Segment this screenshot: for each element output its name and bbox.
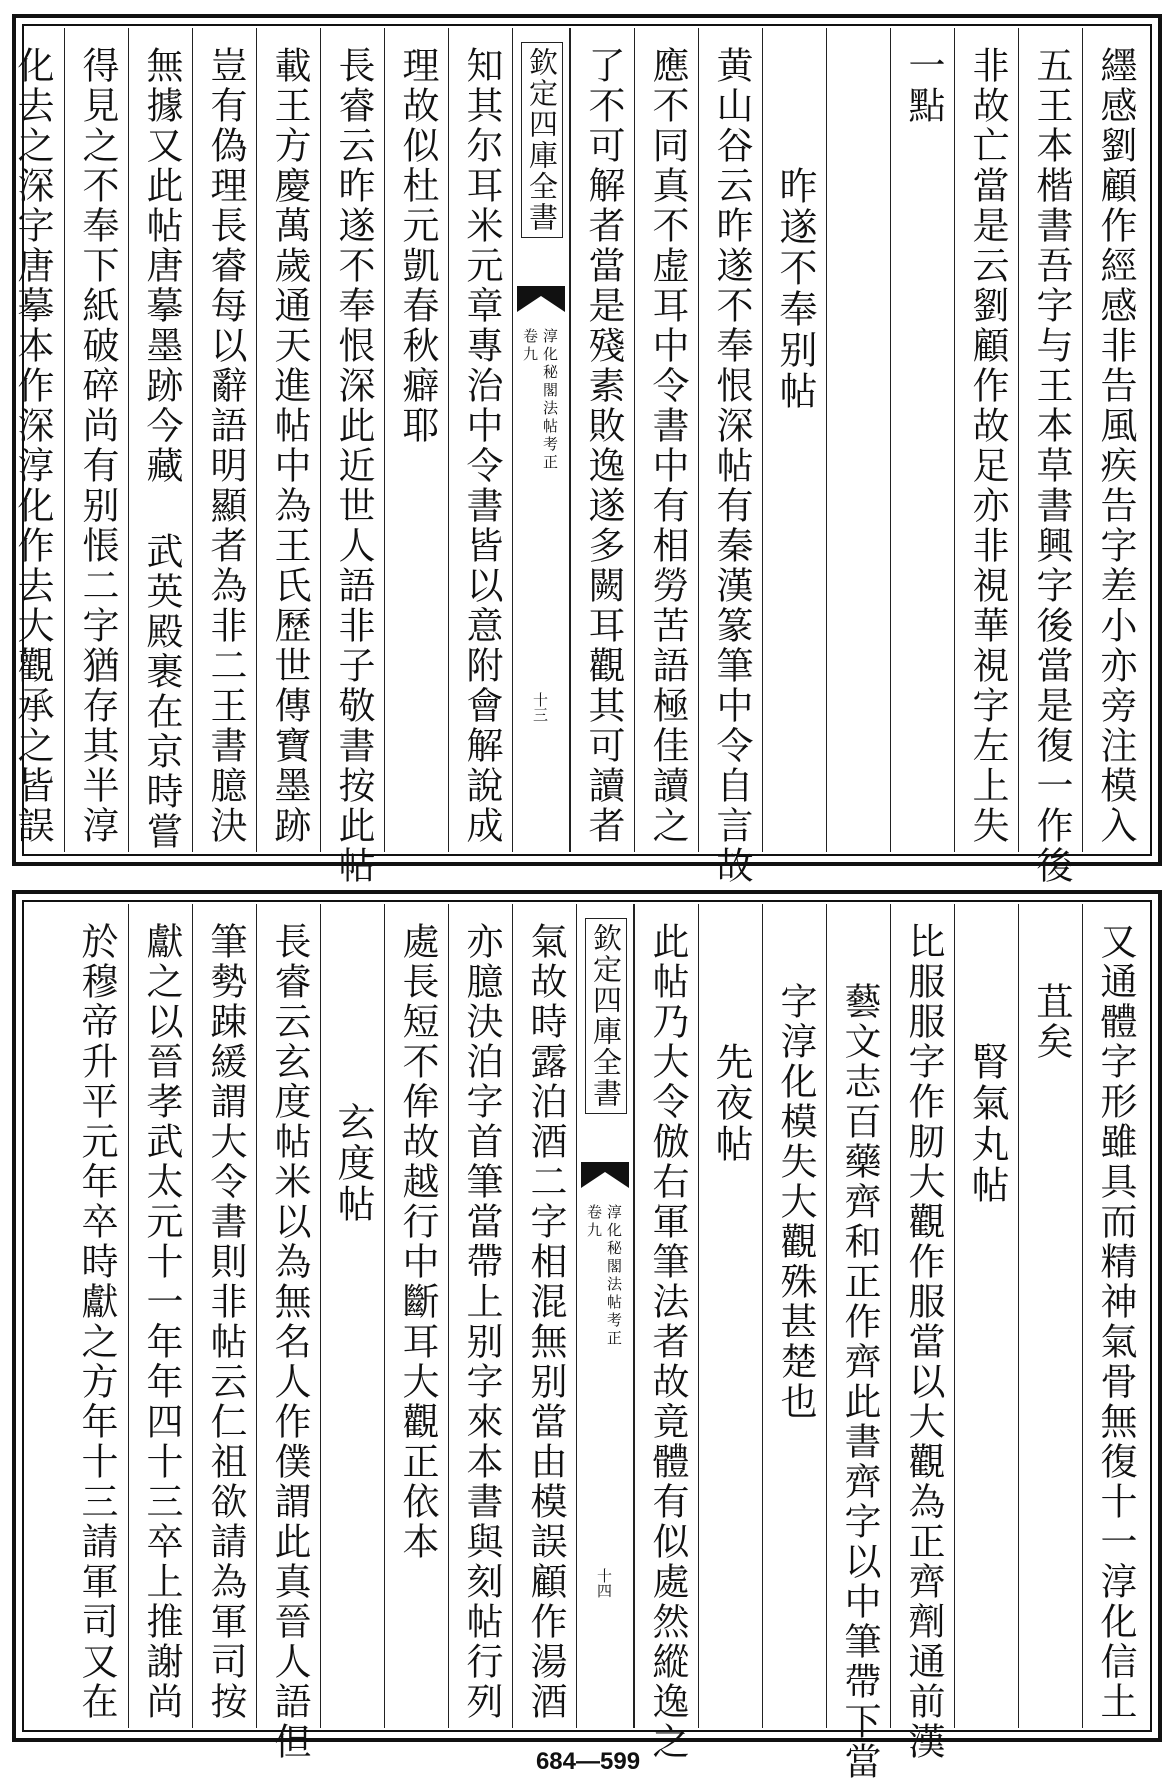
- text-column: [954, 28, 1018, 852]
- text-column: [1082, 28, 1146, 852]
- gutter-volume: 卷九: [521, 328, 539, 364]
- column-text: 無據又此帖唐摹墨跡今藏 武英殿裹在京時嘗: [140, 46, 183, 852]
- text-column: [634, 904, 698, 1762]
- text-column: [128, 28, 192, 852]
- text-column: [762, 28, 826, 852]
- text-column: [826, 904, 890, 1782]
- column-text: 處長短不侔故越行中斷耳大觀正依本: [396, 922, 439, 1562]
- column-text: 於穆帝升平元年卒時獻之方年十三請軍司又在: [75, 922, 118, 1722]
- column-text: 黄山谷云昨遂不奉恨深帖有秦漢篆筆中令自言故: [710, 46, 753, 886]
- column-text: 一點: [902, 46, 945, 126]
- text-column: [1082, 904, 1146, 1728]
- column-text: 知其尔耳米元章專治中令書皆以意附會解說成: [460, 46, 503, 846]
- gutter-page-number: 十四: [595, 1568, 613, 1598]
- text-column: [192, 904, 256, 1728]
- gutter-book-title: 淳化秘閣法帖考正: [541, 328, 559, 472]
- section-title: 先夜帖: [709, 1042, 753, 1165]
- column-text: 亦臆決泊字首筆當帶上别字來本書與刻帖行列: [460, 922, 503, 1722]
- column-text: 藝文志百藥齊和正作齊此書齊字以中筆帶下當: [838, 982, 881, 1782]
- column-text: 氣故時露泊酒二字相混無别當由模誤顧作湯酒: [524, 922, 567, 1722]
- center-gutter: [512, 28, 570, 852]
- column-text: 應不同真不虚耳中令書中有相勞苦語極佳讀之: [646, 46, 689, 846]
- text-column: [954, 904, 1018, 1728]
- column-text: 非故亡當是云劉顧作故足亦非視華視字左上失: [966, 46, 1009, 846]
- gutter-header: 欽定四庫全書: [521, 42, 563, 238]
- section-title: 腎氣丸帖: [965, 1042, 1009, 1206]
- column-text: 長睿云玄度帖米以為無名人作僕謂此真晉人語但: [268, 922, 311, 1762]
- gutter-header: 欽定四庫全書: [585, 918, 627, 1114]
- column-text: 得見之不奉下紙破碎尚有别悵二字猶存其半淳: [76, 46, 119, 846]
- text-column: [0, 28, 64, 852]
- column-text: 纆感劉顧作經感非告風疾告字差小亦旁注模入: [1094, 46, 1137, 846]
- center-gutter: [576, 904, 634, 1728]
- text-column: [570, 28, 634, 852]
- text-column: [634, 28, 698, 852]
- top-page: [11, 14, 1162, 886]
- text-column: [890, 28, 954, 852]
- text-column: [826, 28, 890, 852]
- column-text: 化去之深字唐摹本作深淳化作去大觀承之皆誤: [11, 46, 54, 846]
- column-text: 字淳化模失大觀殊甚楚也: [774, 982, 817, 1422]
- column-text: 理故似杜元凱春秋癖耶: [396, 46, 439, 446]
- text-column: [512, 904, 576, 1728]
- text-column: [762, 904, 826, 1728]
- text-column: [320, 28, 384, 886]
- text-column: [384, 904, 448, 1728]
- gutter-volume: 卷九: [585, 1204, 603, 1240]
- fishtail-mark-icon: [517, 286, 565, 312]
- top-page-columns: [11, 28, 1146, 886]
- text-column: [256, 28, 320, 852]
- text-column: [448, 904, 512, 1728]
- column-text: 長睿云昨遂不奉恨深此近世人語非子敬書按此帖: [332, 46, 375, 886]
- column-text: 此帖乃大令倣右軍筆法者故竟體有似處然縱逸之: [646, 922, 689, 1762]
- text-column: [698, 904, 762, 1728]
- text-column: [698, 28, 762, 886]
- gutter-page-number: 十三: [531, 692, 549, 722]
- text-column: [1018, 904, 1082, 1728]
- column-text: 筆勢踈緩謂大令書則非帖云仁祖欲請為軍司按: [204, 922, 247, 1722]
- folio-number: 684—599: [535, 1748, 641, 1775]
- fishtail-mark-icon: [581, 1162, 629, 1188]
- text-column: [890, 904, 954, 1762]
- column-text: 五王本楷書吾字与王本草書興字後當是復一作後: [1030, 46, 1073, 886]
- column-text: 載王方慶萬歲通天進帖中為王氏歷世傳寶墨跡: [268, 46, 311, 846]
- text-column: [64, 28, 128, 852]
- column-text: 比服服字作肕大觀作服當以大觀為正齊劑通前漢: [902, 922, 945, 1762]
- text-column: [192, 28, 256, 852]
- section-title: 昨遂不奉别帖: [773, 166, 817, 412]
- column-text: 苴矣: [1030, 982, 1073, 1062]
- column-text: 豈有偽理長睿每以辭語明顯者為非二王書臆決: [204, 46, 247, 846]
- text-column: [384, 28, 448, 852]
- text-column: [256, 904, 320, 1762]
- text-column: [448, 28, 512, 852]
- column-text: 獻之以晉孝武太元十一年年四十三卒上推謝尚: [140, 922, 183, 1722]
- text-column: [320, 904, 384, 1728]
- gutter-book-title: 淳化秘閣法帖考正: [605, 1204, 623, 1348]
- text-column: [128, 904, 192, 1728]
- text-column: [1018, 28, 1082, 886]
- section-title: 玄度帖: [331, 1102, 375, 1225]
- column-text: 了不可解者當是殘素敗逸遂多闕耳觀其可讀者: [582, 46, 625, 846]
- column-text: 又通體字形雖具而精神氣骨無復十一淳化信土: [1094, 922, 1137, 1722]
- text-column: [64, 904, 128, 1728]
